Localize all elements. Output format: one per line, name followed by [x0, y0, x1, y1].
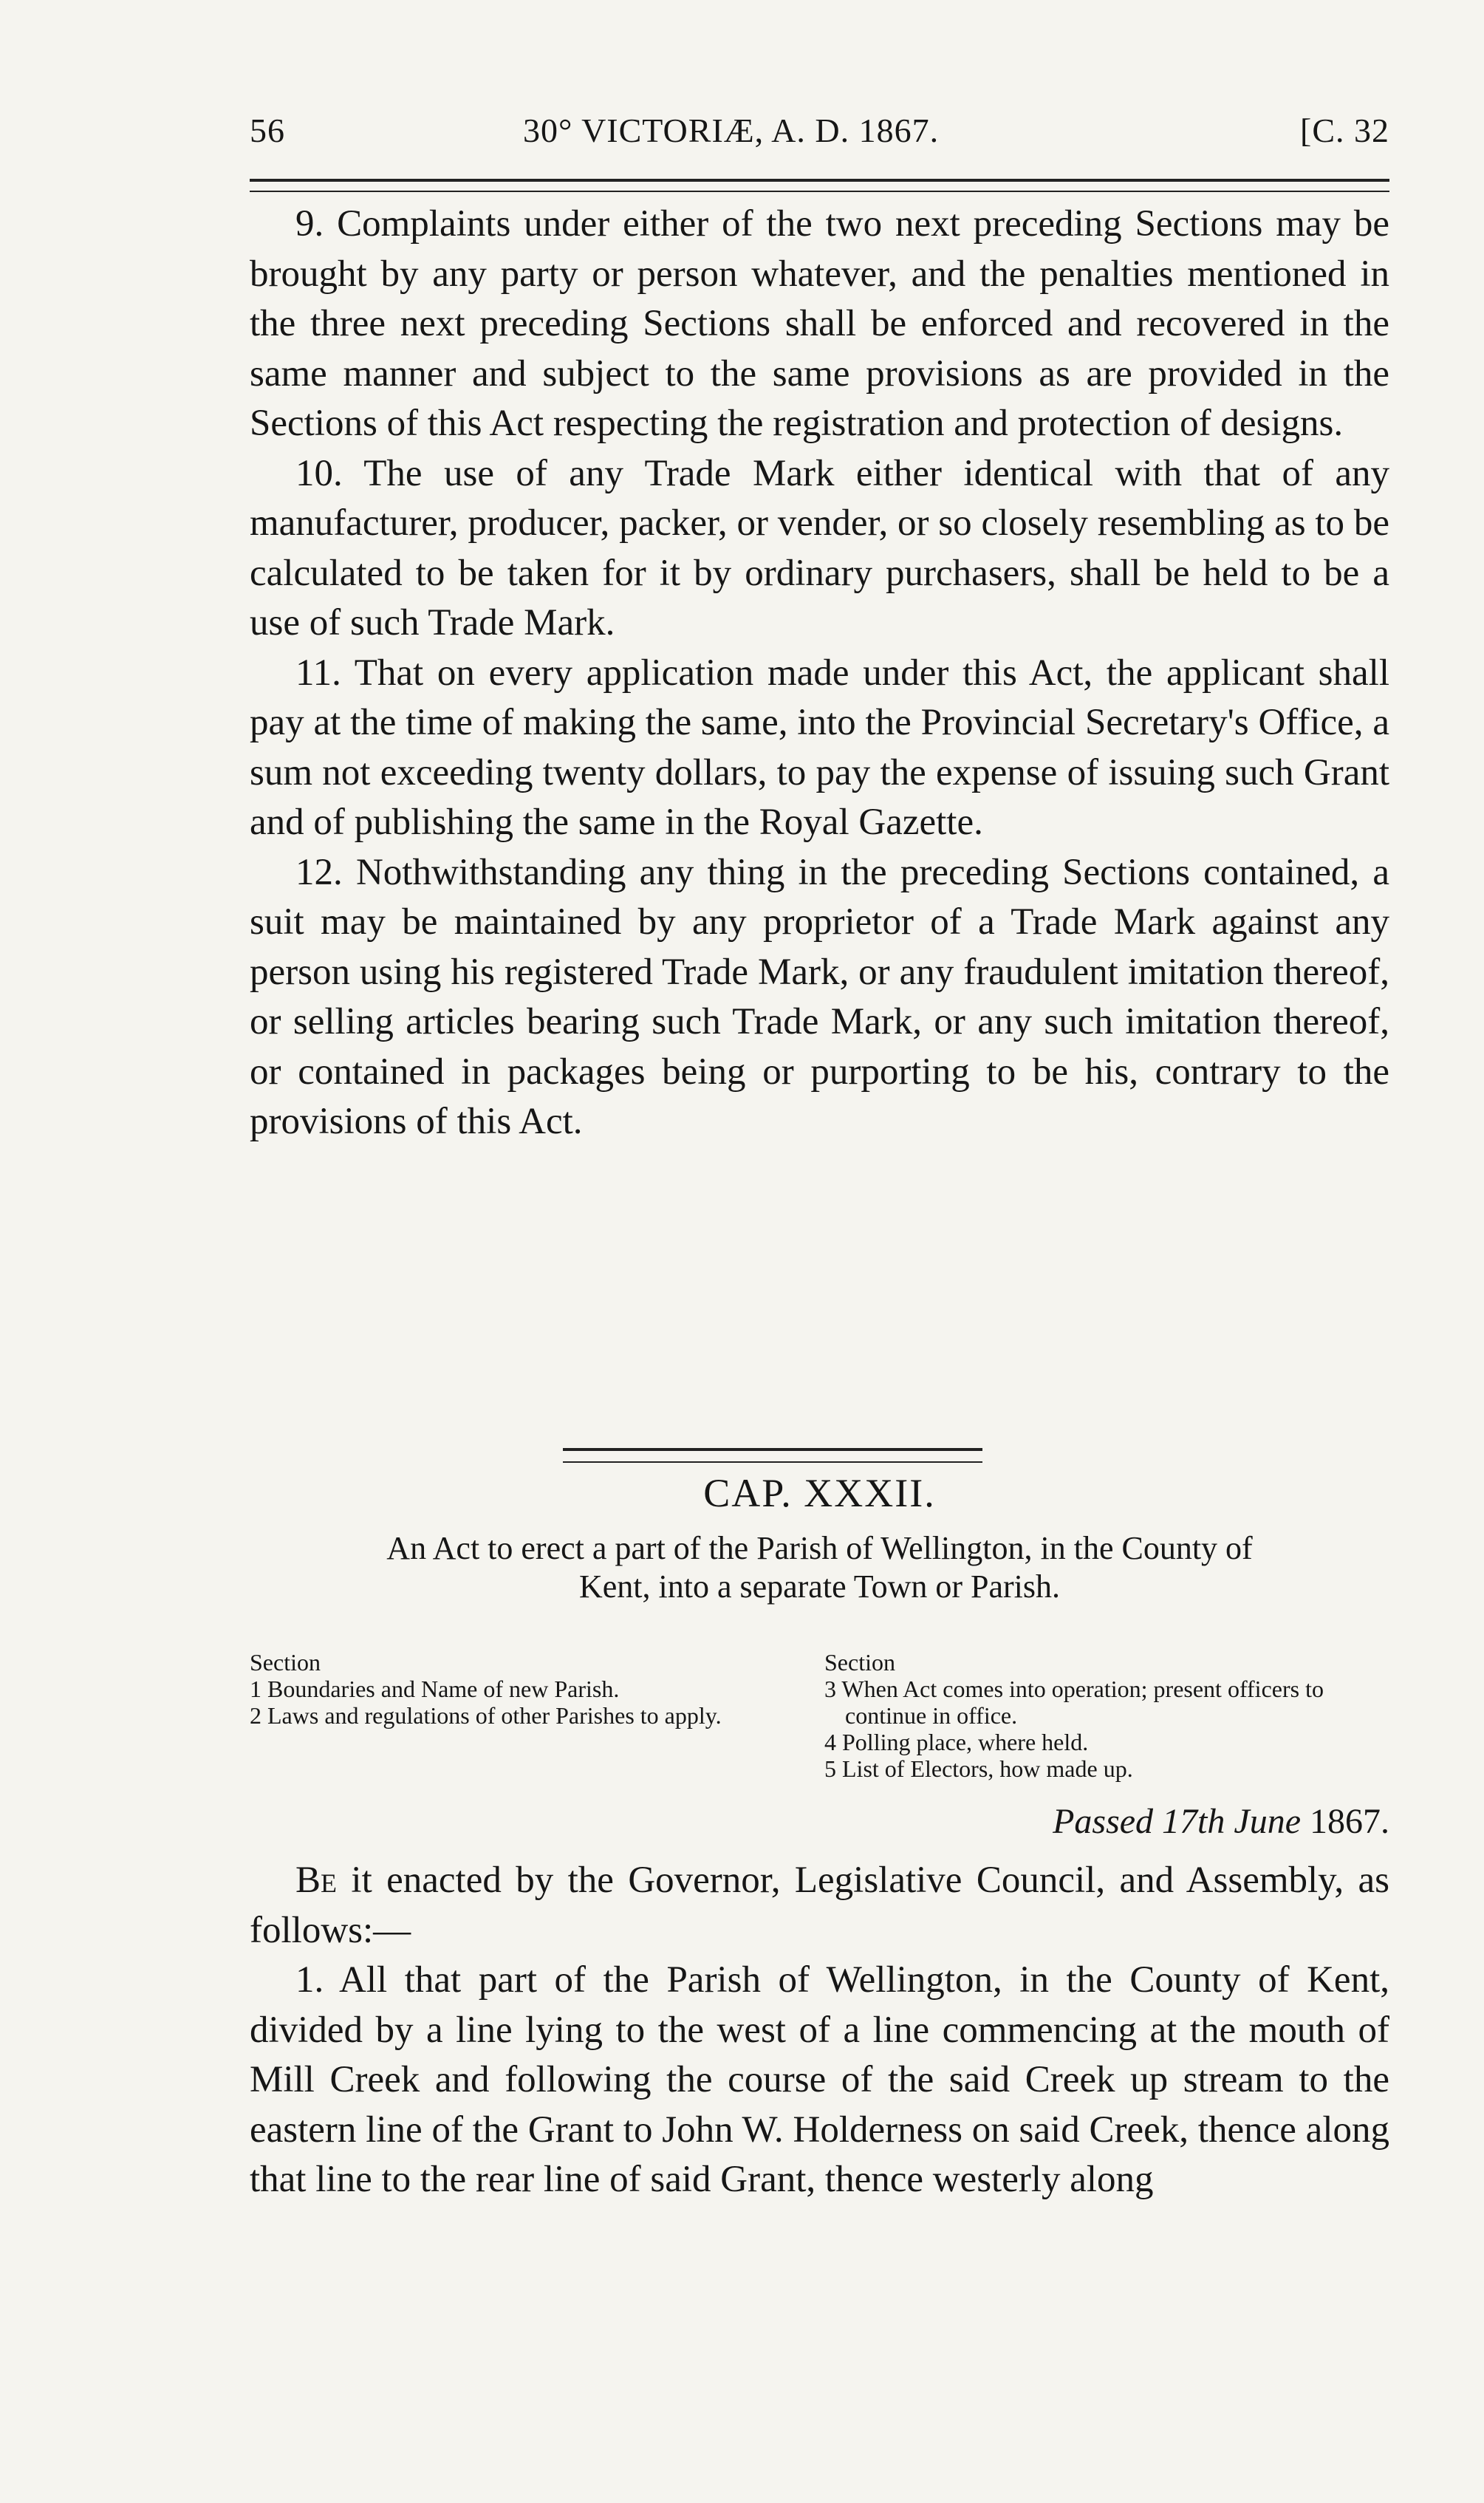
- act-title-line-1: An Act to erect a part of the Parish of Wellington, in the County of: [386, 1530, 1253, 1566]
- section-text: That on every application made under this Act, the applicant shall pay at the time of making the same, into the Provincial Secretary's Office, a sum not exceeding twenty dollars, to pay the expense of issuing such Grant and of publishing the same in the Royal Gazette.: [250, 652, 1389, 843]
- header-title: 30° VICTORIÆ, A. D. 1867.: [523, 112, 940, 149]
- synopsis-item: 2 Laws and regulations of other Parishes to apply.: [250, 1702, 722, 1729]
- section-number: 11.: [295, 652, 341, 694]
- enacting-clause: [250, 1856, 1389, 1956]
- act-title: [250, 1529, 1389, 1606]
- section-number: 10.: [295, 452, 343, 494]
- synopsis-item: 4 Polling place, where held.: [824, 1729, 1089, 1755]
- header-chapter: [C. 32: [1300, 112, 1389, 149]
- header-rule: [250, 179, 1389, 192]
- running-header: [250, 111, 1389, 163]
- section-text: Complaints under either of the two next preceding Sections may be brought by any party or person whatever, and the penalties mentioned in the three next preceding Sections shall be enforced and recovered in the same manner and subject to the same provisions as are provided in the Sections of this Act respecting the registration and protection of designs.: [250, 203, 1390, 444]
- section-text: The use of any Trade Mark either identical with that of any manufacturer, producer, packer, or vender, or so closely resembling as to be calculated to be taken for it by ordinary purchasers, shall be held to be a use of such Trade Mark.: [250, 452, 1389, 643]
- section-number: 1.: [295, 1959, 324, 2001]
- synopsis-item: 5 List of Electors, how made up.: [824, 1755, 1133, 1782]
- enacting-lead: Be: [295, 1860, 338, 1901]
- section-10: [250, 449, 1389, 649]
- section-9: [250, 199, 1389, 449]
- passed-year: 1867.: [1310, 1802, 1389, 1841]
- synopsis-header: Section: [824, 1649, 895, 1676]
- enacting-text: it enacted by the Governor, Legislative Council, and Assembly, as follows:—: [250, 1860, 1389, 1951]
- section-text: All that part of the Parish of Wellington, in the County of Kent, divided by a line lying to the west of a line commencing at the mouth of Mill Creek and following the course of the said Creek up stream to the eastern line of the Grant to John W. Holderness on said Creek, thence along that line to the rear line of said Grant, thence westerly along: [250, 1959, 1389, 2200]
- section-number: 9.: [295, 203, 324, 245]
- section-12: [250, 848, 1389, 1147]
- page-bottom-margin: [0, 2270, 1484, 2503]
- synopsis-header: Section: [250, 1649, 321, 1676]
- body-text: [250, 199, 1389, 1147]
- section-11: [250, 649, 1389, 848]
- synopsis-right-column: [824, 1649, 1356, 1782]
- passed-label: Passed: [1053, 1802, 1154, 1841]
- chapter-separator-rule: [563, 1448, 982, 1463]
- act-title-line-2: Kent, into a separate Town or Parish.: [578, 1568, 1061, 1605]
- act-body: [250, 1856, 1389, 2205]
- synopsis-item: 1 Boundaries and Name of new Parish.: [250, 1676, 620, 1702]
- chapter-heading: CAP. XXXII.: [703, 1471, 936, 1515]
- section-1: [250, 1956, 1389, 2205]
- page-number: 56: [250, 112, 285, 149]
- section-text: Nothwithstanding any thing in the preceding Sections contained, a suit may be maintained by any proprietor of a Trade Mark against any person using his registered Trade Mark, or any fraudulent imitation thereof, or selling articles bearing such Trade Mark, or any such imitation thereof, or contained in packages being or purporting to be his, contrary to the provisions of this Act.: [250, 851, 1389, 1142]
- passed-day: 17th June: [1162, 1802, 1301, 1841]
- synopsis-left-column: [250, 1649, 782, 1729]
- passed-date: [1053, 1801, 1389, 1842]
- synopsis-item: 3 When Act comes into operation; present officers to continue in office.: [824, 1676, 1324, 1729]
- section-number: 12.: [295, 851, 343, 893]
